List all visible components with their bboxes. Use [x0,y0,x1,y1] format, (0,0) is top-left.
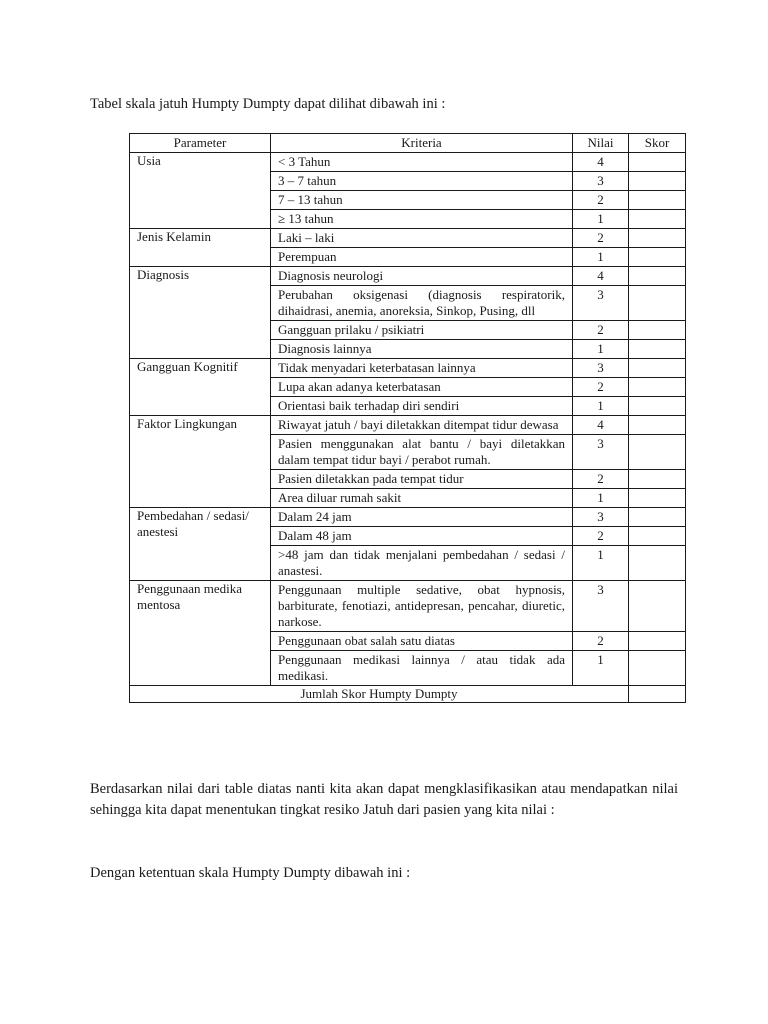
table-row [130,359,686,378]
nilai-cell: 3 [573,286,629,321]
skor-cell [629,378,686,397]
header-parameter: Parameter [130,134,271,153]
nilai-cell: 2 [573,321,629,340]
nilai-cell: 2 [573,378,629,397]
skor-cell [629,248,686,267]
kriteria-cell: Pasien diletakkan pada tempat tidur [271,470,573,489]
header-kriteria: Kriteria [271,134,573,153]
kriteria-cell: Gangguan prilaku / psikiatri [271,321,573,340]
total-label: Jumlah Skor Humpty Dumpty [130,686,629,703]
table-row [130,267,686,286]
skor-cell [629,359,686,378]
kriteria-cell: Pasien menggunakan alat bantu / bayi diletakkan dalam tempat tidur bayi / perabot rumah. [271,435,573,470]
skor-cell [629,546,686,581]
skor-cell [629,527,686,546]
kriteria-cell: 3 – 7 tahun [271,172,573,191]
header-nilai: Nilai [573,134,629,153]
skor-cell [629,340,686,359]
parameter-cell: Gangguan Kognitif [130,359,271,416]
skor-cell [629,632,686,651]
table-row [130,153,686,172]
table-header-row [130,134,686,153]
kriteria-cell: Laki – laki [271,229,573,248]
table-body [130,153,686,686]
skor-cell [629,508,686,527]
nilai-cell: 1 [573,651,629,686]
nilai-cell: 4 [573,153,629,172]
nilai-cell: 1 [573,397,629,416]
kriteria-cell: Diagnosis neurologi [271,267,573,286]
table-row [130,581,686,632]
kriteria-cell: >48 jam dan tidak menjalani pembedahan / sedasi / anastesi. [271,546,573,581]
table-row [130,229,686,248]
kriteria-cell: Penggunaan medikasi lainnya / atau tidak ada medikasi. [271,651,573,686]
intro-text: Tabel skala jatuh Humpty Dumpty dapat dilihat dibawah ini : [90,96,446,112]
skor-cell [629,435,686,470]
skor-cell [629,210,686,229]
skor-cell [629,470,686,489]
skor-cell [629,229,686,248]
table-row [130,508,686,527]
header-skor: Skor [629,134,686,153]
skor-cell [629,267,686,286]
kriteria-cell: Penggunaan multiple sedative, obat hypnosis, barbiturate, fenotiazi, antidepresan, pencahar, diuretic, narkose. [271,581,573,632]
humpty-dumpty-table [129,133,686,703]
parameter-cell: Faktor Lingkungan [130,416,271,508]
kriteria-cell: Riwayat jatuh / bayi diletakkan ditempat tidur dewasa [271,416,573,435]
kriteria-cell: Dalam 24 jam [271,508,573,527]
kriteria-cell: Penggunaan obat salah satu diatas [271,632,573,651]
skor-cell [629,416,686,435]
skor-cell [629,286,686,321]
kriteria-cell: Diagnosis lainnya [271,340,573,359]
nilai-cell: 2 [573,229,629,248]
kriteria-cell: Orientasi baik terhadap diri sendiri [271,397,573,416]
kriteria-cell: Tidak menyadari keterbatasan lainnya [271,359,573,378]
total-skor-cell [629,686,686,703]
nilai-cell: 1 [573,248,629,267]
nilai-cell: 3 [573,581,629,632]
parameter-cell: Diagnosis [130,267,271,359]
nilai-cell: 1 [573,210,629,229]
nilai-cell: 2 [573,632,629,651]
total-row [130,686,686,703]
nilai-cell: 3 [573,508,629,527]
parameter-cell: Penggunaan medika mentosa [130,581,271,686]
kriteria-cell: 7 – 13 tahun [271,191,573,210]
kriteria-cell: < 3 Tahun [271,153,573,172]
kriteria-cell: Perempuan [271,248,573,267]
kriteria-cell: Perubahan oksigenasi (diagnosis respiratorik, dihaidrasi, anemia, anoreksia, Sinkop, Pusing, dll [271,286,573,321]
skor-cell [629,172,686,191]
nilai-cell: 3 [573,435,629,470]
skor-cell [629,397,686,416]
nilai-cell: 1 [573,546,629,581]
nilai-cell: 2 [573,527,629,546]
kriteria-cell: ≥ 13 tahun [271,210,573,229]
nilai-cell: 1 [573,340,629,359]
skor-cell [629,651,686,686]
parameter-cell: Pembedahan / sedasi/ anestesi [130,508,271,581]
body-paragraph-1: Berdasarkan nilai dari table diatas nanti kita akan dapat mengklasifikasikan atau mendapatkan nilai sehingga kita dapat menentukan tingkat resiko Jatuh dari pasien yang kita nilai : [90,781,678,818]
parameter-cell: Jenis Kelamin [130,229,271,267]
skor-cell [629,191,686,210]
nilai-cell: 4 [573,416,629,435]
nilai-cell: 3 [573,172,629,191]
skor-cell [629,321,686,340]
body-paragraph-2: Dengan ketentuan skala Humpty Dumpty dibawah ini : [90,865,411,881]
nilai-cell: 3 [573,359,629,378]
nilai-cell: 2 [573,191,629,210]
parameter-cell: Usia [130,153,271,229]
nilai-cell: 2 [573,470,629,489]
nilai-cell: 4 [573,267,629,286]
skor-cell [629,581,686,632]
kriteria-cell: Dalam 48 jam [271,527,573,546]
table-row [130,416,686,435]
skor-cell [629,489,686,508]
kriteria-cell: Area diluar rumah sakit [271,489,573,508]
skor-cell [629,153,686,172]
nilai-cell: 1 [573,489,629,508]
kriteria-cell: Lupa akan adanya keterbatasan [271,378,573,397]
